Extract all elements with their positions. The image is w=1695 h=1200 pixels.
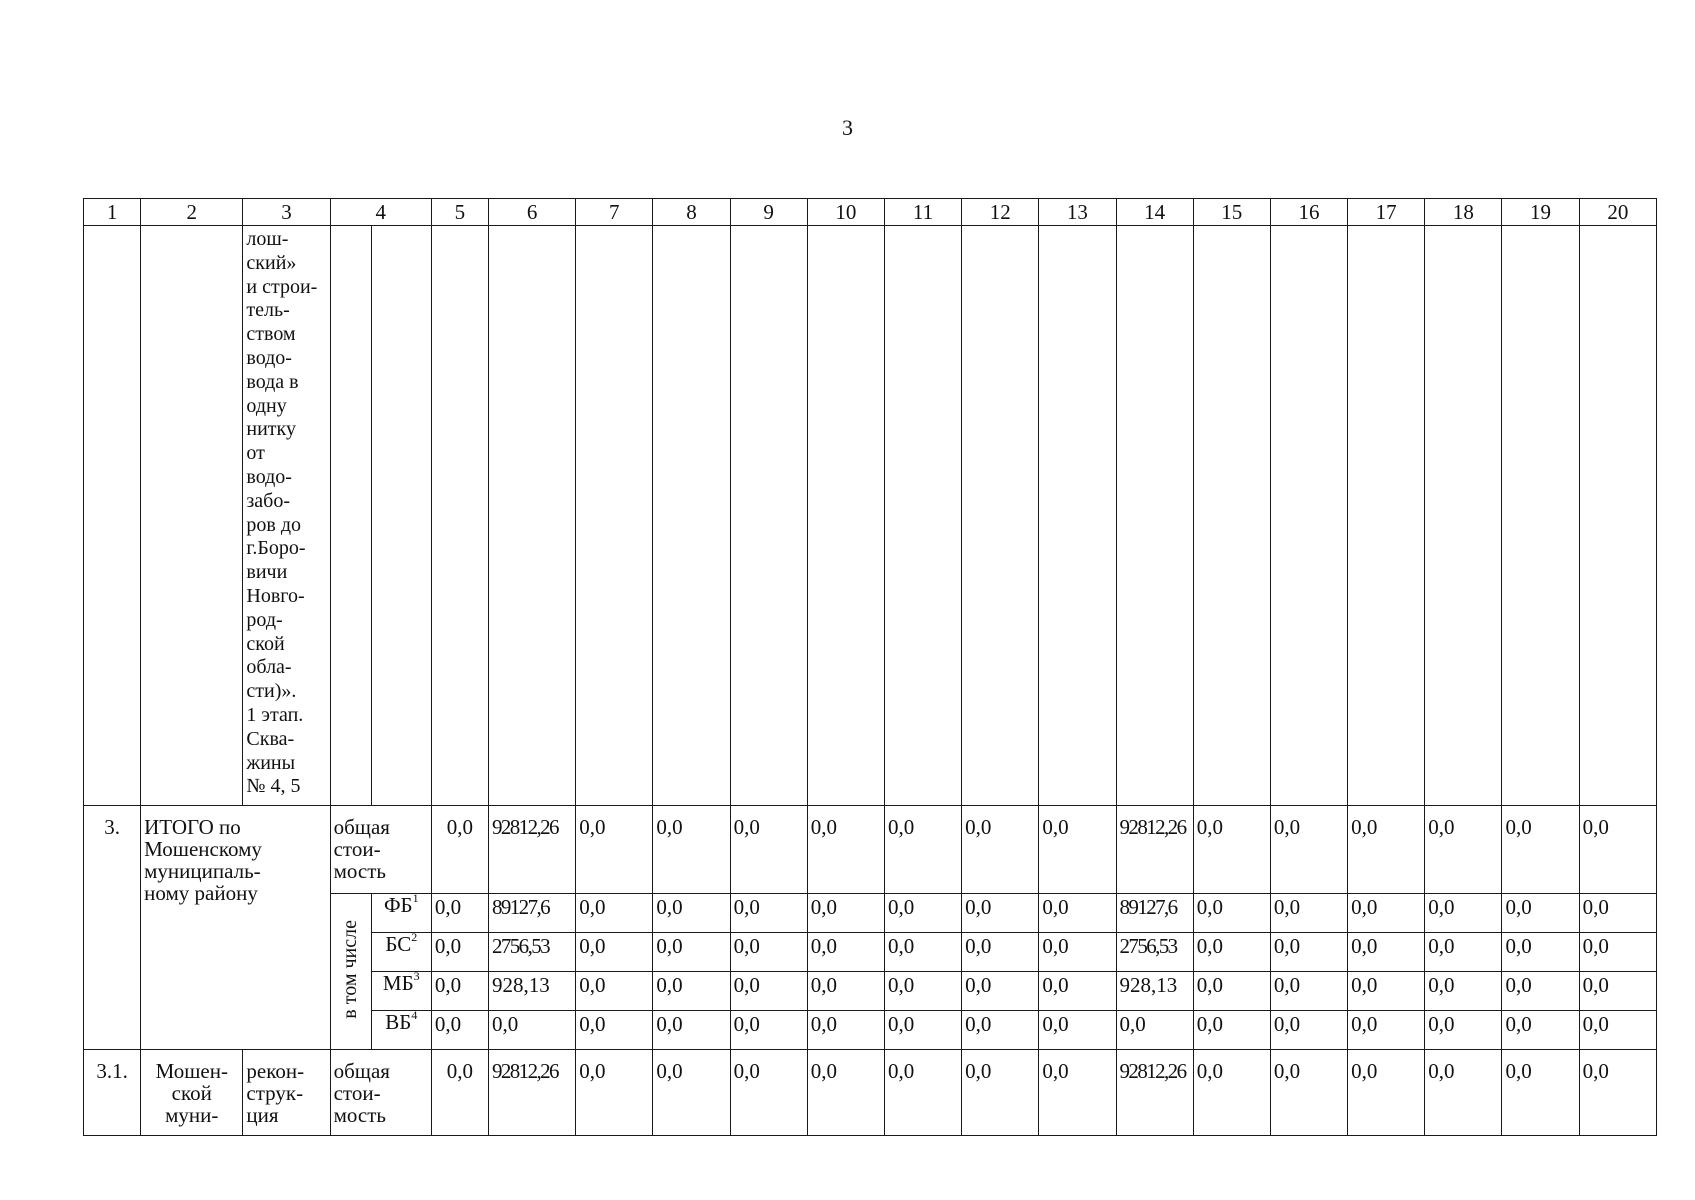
budget-table [83,198,1657,1136]
value-cell: 89127,6 [1116,894,1193,933]
value-cell: 0,0 [1425,972,1502,1011]
value-cell: 0,0 [884,1011,961,1050]
continuation-row [84,226,1657,806]
value-cell: 0,0 [653,1050,730,1136]
value-cell: 0,0 [1502,806,1579,894]
value-cell: 0,0 [1193,972,1270,1011]
value-cell: 0,0 [1039,1011,1116,1050]
column-number: 15 [1193,199,1270,226]
in-total-label-cell [330,894,371,1050]
value-cell: 0,0 [1039,806,1116,894]
value-cell: 0,0 [807,972,884,1011]
value-cell: 0,0 [1579,806,1656,894]
value-cell: 0,0 [1425,894,1502,933]
value-cell: 0,0 [962,1011,1039,1050]
value-cell: 0,0 [807,806,884,894]
funding-source-name: $ВБ^4$ [371,1011,431,1050]
value-cell: 0,0 [1193,806,1270,894]
value-cell: 0,0 [884,972,961,1011]
value-cell: 0,0 [730,1050,807,1136]
value-cell: 0,0 [1270,1050,1347,1136]
value-cell: 0,0 [1502,972,1579,1011]
value-cell: 0,0 [1425,1050,1502,1136]
funding-source-name: $ФБ^1$ [371,894,431,933]
value-cell: 0,0 [1039,894,1116,933]
column-number: 12 [962,199,1039,226]
value-cell: 0,0 [1193,894,1270,933]
value-cell: 0,0 [431,894,488,933]
column-number: 9 [730,199,807,226]
project-description-continuation: лош- ский» и строи- тель- ством водо- вода в одну нитку от водо- забо- ров до г.Боро- вичи Новго- род- ской обла- сти)». 1 этап. Сква- жины № 4, 5 [243,226,330,806]
value-cell: 0,0 [1579,894,1656,933]
value-cell: 0,0 [1579,1050,1656,1136]
value-cell: 0,0 [653,806,730,894]
value-cell: 0,0 [1579,972,1656,1011]
value-cell: 0,0 [653,972,730,1011]
value-cell: 0,0 [1193,1050,1270,1136]
column-number: 4 [330,199,431,226]
value-cell: 0,0 [576,972,653,1011]
value-cell: 0,0 [488,1011,575,1050]
value-cell: 0,0 [1348,1050,1425,1136]
value-cell: 92812,26 [488,806,575,894]
column-number: 19 [1502,199,1579,226]
value-cell: 0,0 [431,933,488,972]
total-cost-label: общая стои- мость [330,806,431,894]
value-cell: 0,0 [730,806,807,894]
value-cell: 0,0 [576,1050,653,1136]
value-cell: 0,0 [1270,806,1347,894]
value-cell: 0,0 [1502,1050,1579,1136]
value-cell: 0,0 [576,933,653,972]
value-cell: 0,0 [962,972,1039,1011]
column-number: 10 [807,199,884,226]
value-cell: 0,0 [431,1050,488,1136]
value-cell: 0,0 [730,894,807,933]
value-cell: 89127,6 [488,894,575,933]
value-cell: 0,0 [730,972,807,1011]
value-cell: 0,0 [884,1050,961,1136]
column-number: 16 [1270,199,1347,226]
value-cell: 0,0 [807,894,884,933]
value-cell: 0,0 [1425,806,1502,894]
value-cell: 0,0 [730,933,807,972]
column-number: 13 [1039,199,1116,226]
column-number: 20 [1579,199,1656,226]
value-cell: 0,0 [1348,806,1425,894]
row-number: 3.1. [84,1050,141,1136]
value-cell: 0,0 [576,894,653,933]
value-cell: 0,0 [1425,1011,1502,1050]
value-cell: 0,0 [1270,972,1347,1011]
value-cell: 0,0 [1116,1011,1193,1050]
value-cell: 0,0 [1502,894,1579,933]
value-cell: 0,0 [431,972,488,1011]
value-cell: 0,0 [962,1050,1039,1136]
column-number: 17 [1348,199,1425,226]
value-cell: 0,0 [1270,894,1347,933]
column-number: 8 [653,199,730,226]
value-cell: 0,0 [653,894,730,933]
value-cell: 0,0 [962,806,1039,894]
value-cell: 0,0 [1348,933,1425,972]
page-number: 3 [842,115,853,140]
value-cell: 0,0 [431,1011,488,1050]
value-cell: 0,0 [1039,972,1116,1011]
value-cell: 0,0 [1502,1011,1579,1050]
sub-row [84,1050,1657,1136]
value-cell: 0,0 [1039,1050,1116,1136]
column-number-row [84,199,1657,226]
value-cell: 0,0 [1270,1011,1347,1050]
column-number: 3 [243,199,330,226]
funding-source-name: $БС^2$ [371,933,431,972]
value-cell: 0,0 [884,806,961,894]
value-cell: 2756,53 [1116,933,1193,972]
column-number: 5 [431,199,488,226]
value-cell: 0,0 [962,894,1039,933]
value-cell: 0,0 [962,933,1039,972]
value-cell: 0,0 [1039,933,1116,972]
value-cell: 0,0 [807,933,884,972]
value-cell: 0,0 [807,1050,884,1136]
value-cell: 0,0 [576,1011,653,1050]
column-number: 2 [141,199,243,226]
value-cell: 0,0 [1579,933,1656,972]
value-cell: 0,0 [1348,894,1425,933]
value-cell: 0,0 [1270,933,1347,972]
sub-row-type: рекон- струк- ция [243,1050,330,1136]
total-row-name: ИТОГО по Мошенскому муниципаль- ному району [141,806,330,1050]
value-cell: 0,0 [1193,1011,1270,1050]
column-number: 7 [576,199,653,226]
column-number: 14 [1116,199,1193,226]
value-cell: 0,0 [653,933,730,972]
value-cell: 2756,53 [488,933,575,972]
sub-row-name: Мошен- ской муни- [141,1050,243,1136]
value-cell: 928,13 [488,972,575,1011]
value-cell: 0,0 [1348,972,1425,1011]
value-cell: 0,0 [576,806,653,894]
column-number: 18 [1425,199,1502,226]
sub-cost-label: общая стои- мость [330,1050,431,1136]
funding-source-name: $МБ^3$ [371,972,431,1011]
value-cell: 0,0 [807,1011,884,1050]
value-cell: 92812,26 [1116,1050,1193,1136]
row-number: 3. [84,806,141,1050]
value-cell: 0,0 [1193,933,1270,972]
value-cell: 0,0 [1579,1011,1656,1050]
column-number: 6 [488,199,575,226]
in-total-label: в том числе [339,920,362,1019]
value-cell: 0,0 [1348,1011,1425,1050]
value-cell: 0,0 [730,1011,807,1050]
total-row [84,806,1657,894]
value-cell: 928,13 [1116,972,1193,1011]
value-cell: 92812,26 [488,1050,575,1136]
value-cell: 92812,26 [1116,806,1193,894]
value-cell: 0,0 [884,894,961,933]
value-cell: 0,0 [1502,933,1579,972]
column-number: 1 [84,199,141,226]
value-cell: 0,0 [653,1011,730,1050]
column-number: 11 [884,199,961,226]
value-cell: 0,0 [1425,933,1502,972]
value-cell: 0,0 [884,933,961,972]
value-cell: 0,0 [431,806,488,894]
